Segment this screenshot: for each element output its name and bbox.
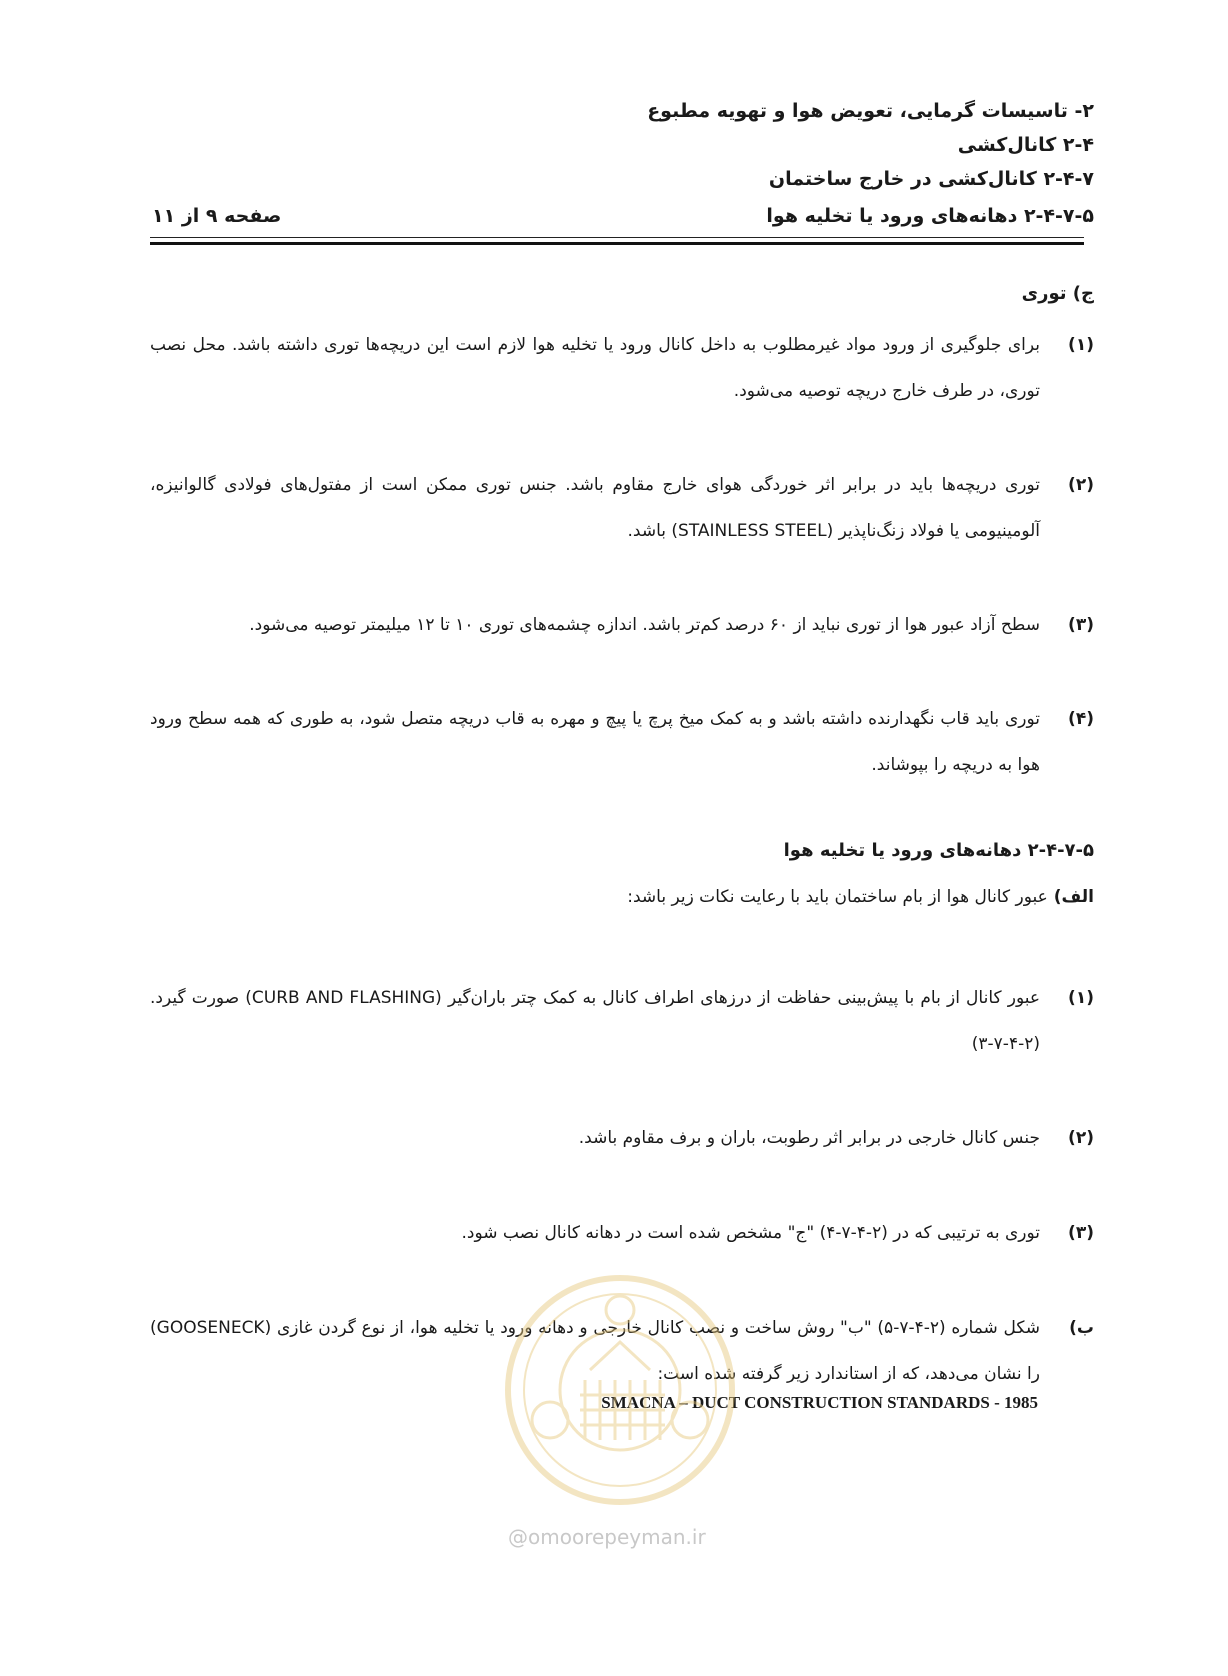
header-line-4: ۲-۴-۷-۵ دهانه‌های ورود یا تخلیه هوا xyxy=(766,205,1094,227)
section-5-title: ۲-۴-۷-۵ دهانه‌های ورود یا تخلیه هوا xyxy=(783,840,1094,861)
standard-reference: SMACNA – DUCT CONSTRUCTION STANDARDS - 1985 xyxy=(601,1393,1038,1412)
watermark-text: @omoorepeyman.ir xyxy=(508,1525,706,1549)
item-text: برای جلوگیری از ورود مواد غیرمطلوب به داخل کانال ورود یا تخلیه هوا لازم است این دریچه‌ها توری داشته باشد. محل نصب توری، در طرف خارج دریچه توصیه می‌شود. xyxy=(150,335,1040,401)
section-5-intro xyxy=(627,887,1094,907)
item-number: (۱) xyxy=(1068,335,1094,355)
item-number: (۲) xyxy=(1068,475,1094,495)
publisher-stamp-logo xyxy=(500,1270,740,1510)
section-5-item-3 xyxy=(150,1210,1094,1256)
section-c-item-1 xyxy=(150,322,1094,414)
intro-label: الف) xyxy=(1053,887,1094,907)
section-c-title: ج) توری xyxy=(1021,283,1094,304)
section-5-item-1 xyxy=(150,975,1094,1067)
header-rule-thick xyxy=(150,242,1084,245)
item-number: (۲) xyxy=(1068,1128,1094,1148)
item-text: توری باید قاب نگهدارنده داشته باشد و به کمک میخ پرچ یا پیچ و مهره به قاب دریچه متصل شود، به طوری که همه سطح ورود هوا به دریچه را بپوشاند. xyxy=(150,709,1040,775)
item-number: (۱) xyxy=(1068,988,1094,1008)
page-number: صفحه ۹ از ۱۱ xyxy=(152,205,282,227)
item-number: (۳) xyxy=(1068,615,1094,635)
header-rule-thin xyxy=(150,237,1084,238)
section-c-item-2 xyxy=(150,462,1094,554)
item-text: عبور کانال از بام با پیش‌بینی حفاظت از درزهای اطراف کانال به کمک چتر باران‌گیر (CURB AND FLASHING) صورت گیرد. (۲-۴-۷-۳) xyxy=(150,988,1040,1054)
intro-text: عبور کانال هوا از بام ساختمان باید با رعایت نکات زیر باشد: xyxy=(627,887,1048,907)
section-5-item-2 xyxy=(150,1115,1094,1161)
item-text: سطح آزاد عبور هوا از توری نباید از ۶۰ درصد کم‌تر باشد. اندازه چشمه‌های توری ۱۰ تا ۱۲ میلیمتر توصیه می‌شود. xyxy=(249,615,1040,635)
item-text: توری دریچه‌ها باید در برابر اثر خوردگی هوای خارج مقاوم باشد. جنس توری ممکن است از مفتول‌های فولادی گالوانیزه، آلومینیومی یا فولاد زنگ‌ناپذیر (STAINLESS STEEL) باشد. xyxy=(150,475,1040,541)
item-number: (۴) xyxy=(1068,709,1094,729)
header-line-3: ۲-۴-۷ کانال‌کشی در خارج ساختمان xyxy=(768,168,1094,190)
item-text: شکل شماره (۲-۴-۷-۵) "ب" روش ساخت و نصب کانال خارجی و دهانه ورود یا تخلیه هوا، از نوع گردن غازی (GOOSENECK) را نشان می‌دهد، که از استاندارد زیر گرفته شده است: xyxy=(150,1318,1040,1384)
item-label: ب) xyxy=(1069,1318,1094,1338)
header-line-2: ۲-۴ کانال‌کشی xyxy=(957,134,1094,156)
item-number: (۳) xyxy=(1068,1223,1094,1243)
item-text: جنس کانال خارجی در برابر اثر رطوبت، باران و برف مقاوم باشد. xyxy=(578,1128,1040,1148)
section-c-item-4 xyxy=(150,696,1094,788)
section-c-item-3 xyxy=(150,602,1094,648)
header-line-1: ۲- تاسیسات گرمایی، تعویض هوا و تهویه مطبوع xyxy=(647,100,1094,122)
item-text: توری به ترتیبی که در (۲-۴-۷-۴) "ج" مشخص شده است در دهانه کانال نصب شود. xyxy=(461,1223,1040,1243)
